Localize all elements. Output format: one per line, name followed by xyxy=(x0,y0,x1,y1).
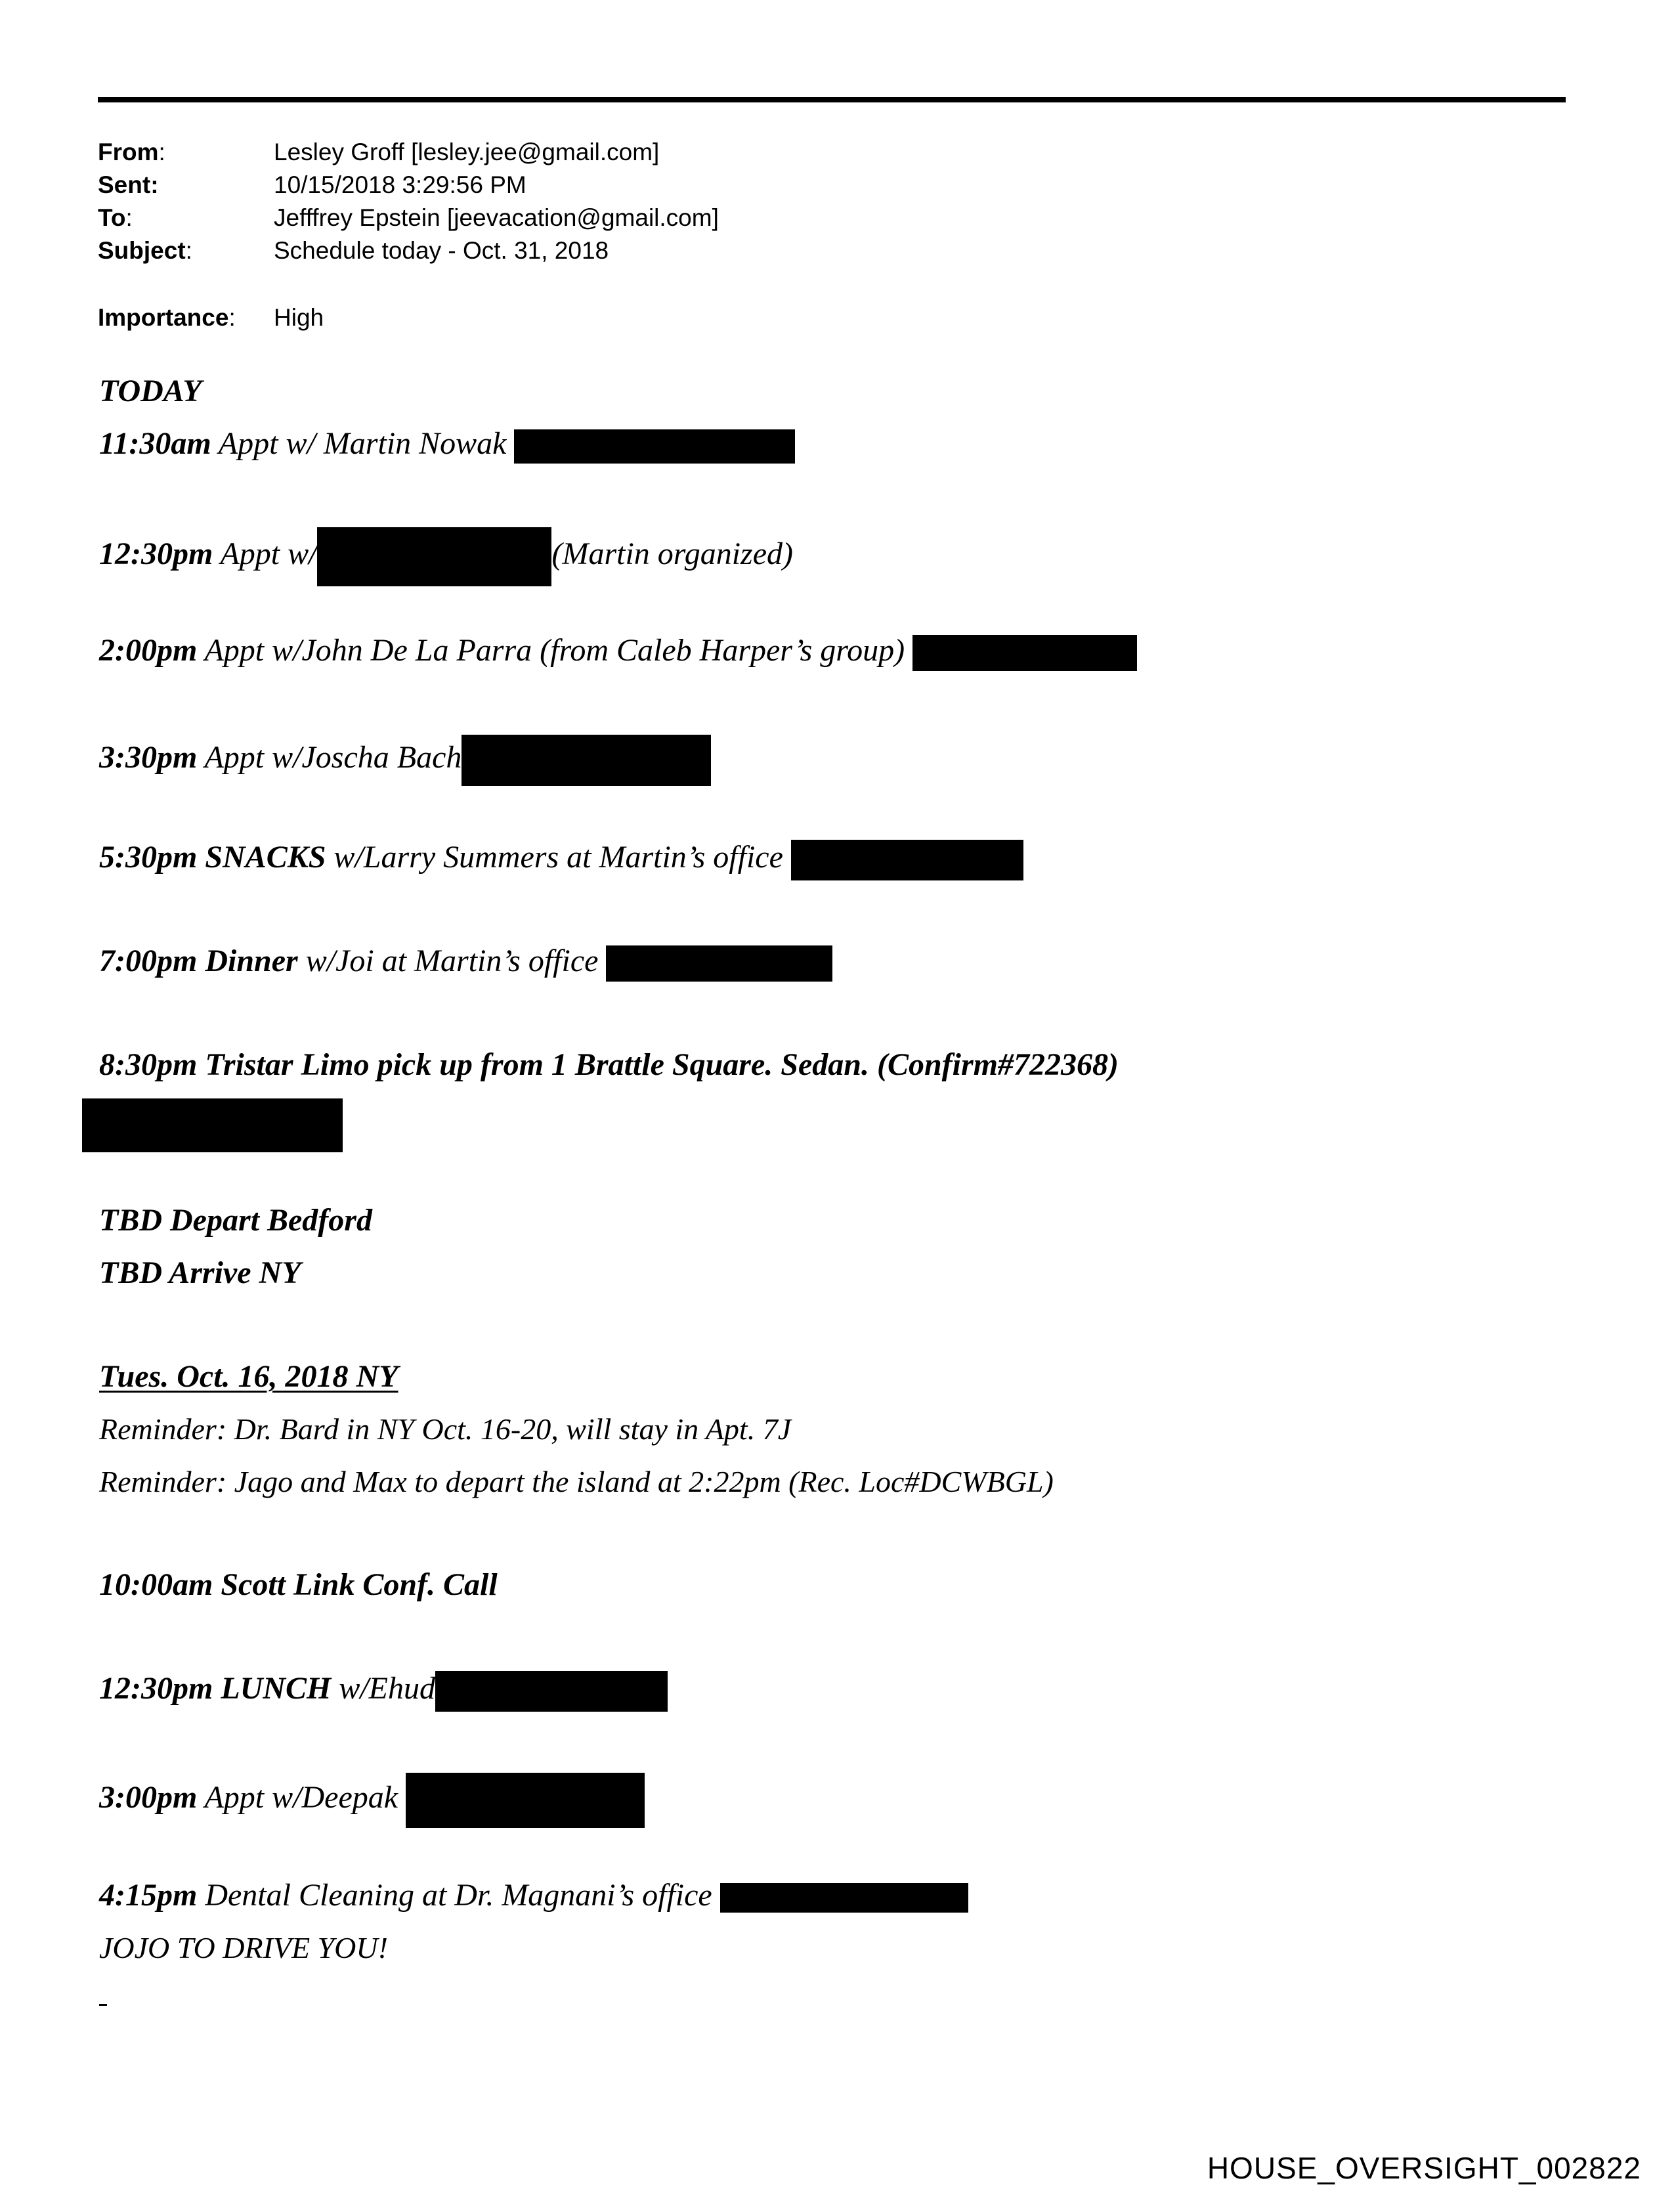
subject-label: Subject: xyxy=(98,237,192,264)
event-time: 3:30pm xyxy=(99,740,198,775)
from-label: From: xyxy=(98,139,165,165)
event-time: 12:30pm LUNCH xyxy=(99,1671,332,1706)
trailing-dash xyxy=(99,2004,107,2006)
event-1000: 10:00am Scott Link Conf. Call xyxy=(99,1567,498,1602)
redaction-block xyxy=(435,1671,668,1712)
event-text: w/Larry Summers at Martin’s office xyxy=(326,840,791,875)
event-830: 8:30pm Tristar Limo pick up from 1 Brattle Square. Sedan. (Confirm#722368) xyxy=(99,1047,1119,1082)
event-530 xyxy=(99,838,1023,880)
redaction-block xyxy=(720,1883,968,1913)
redaction-block xyxy=(791,840,1023,880)
redaction-block xyxy=(514,429,795,464)
event-text: Appt w/John De La Parra (from Caleb Harper’s group) xyxy=(197,633,913,668)
header-rule xyxy=(98,97,1566,102)
bates-number: HOUSE_OVERSIGHT_002822 xyxy=(1207,2151,1641,2185)
event-text: Dental Cleaning at Dr. Magnani’s office xyxy=(197,1878,720,1913)
tbd-depart: TBD Depart Bedford xyxy=(99,1203,372,1238)
redaction-block xyxy=(406,1773,645,1828)
redaction-block xyxy=(317,527,551,586)
reminder-2: Reminder: Jago and Max to depart the island at 2:22pm (Rec. Loc#DCWBGL) xyxy=(99,1465,1054,1498)
event-200 xyxy=(99,631,1137,671)
event-text: Appt w/ Martin Nowak xyxy=(211,426,515,461)
event-text: Appt w/Joscha Bach xyxy=(197,740,462,775)
event-330 xyxy=(99,735,711,786)
today-heading: TODAY xyxy=(99,374,202,408)
drive-note: JOJO TO DRIVE YOU! xyxy=(99,1931,388,1964)
to-label: To: xyxy=(98,204,133,231)
day2-heading: Tues. Oct. 16, 2018 NY xyxy=(99,1359,398,1394)
event-time: 2:00pm xyxy=(99,633,198,668)
event-1230 xyxy=(99,527,793,586)
event-time: 7:00pm Dinner xyxy=(99,943,298,978)
event-time: 3:00pm xyxy=(99,1780,198,1815)
sent-label: Sent: xyxy=(98,171,159,198)
subject-value: Schedule today - Oct. 31, 2018 xyxy=(274,237,609,264)
event-text: w/Ehud xyxy=(331,1671,435,1706)
event-text-after: (Martin organized) xyxy=(551,536,793,572)
tbd-arrive: TBD Arrive NY xyxy=(99,1255,301,1290)
importance-label: Importance: xyxy=(98,304,236,331)
event-text: w/Joi at Martin’s office xyxy=(297,943,607,978)
to-value: Jefffrey Epstein [jeevacation@gmail.com] xyxy=(274,204,719,231)
event-text: Appt w/Deepak xyxy=(197,1780,406,1815)
event-700 xyxy=(99,942,832,982)
from-value: Lesley Groff [lesley.jee@gmail.com] xyxy=(274,139,660,165)
event-time: 12:30pm xyxy=(99,536,213,572)
event-time: 5:30pm SNACKS xyxy=(99,840,326,875)
importance-value: High xyxy=(274,304,324,331)
event-text: Appt w/ xyxy=(213,536,318,572)
event-415 xyxy=(99,1876,968,1915)
event-lunch xyxy=(99,1669,668,1712)
redaction-block xyxy=(461,735,711,786)
reminder-1: Reminder: Dr. Bard in NY Oct. 16-20, will stay in Apt. 7J xyxy=(99,1412,792,1446)
event-1130 xyxy=(99,424,795,464)
sent-value: 10/15/2018 3:29:56 PM xyxy=(274,171,526,198)
redaction-block xyxy=(606,945,832,982)
event-time: 4:15pm xyxy=(99,1878,198,1913)
event-300 xyxy=(99,1773,645,1828)
redaction-block xyxy=(912,635,1137,671)
event-time: 11:30am xyxy=(99,426,211,461)
redaction-block xyxy=(82,1098,343,1152)
